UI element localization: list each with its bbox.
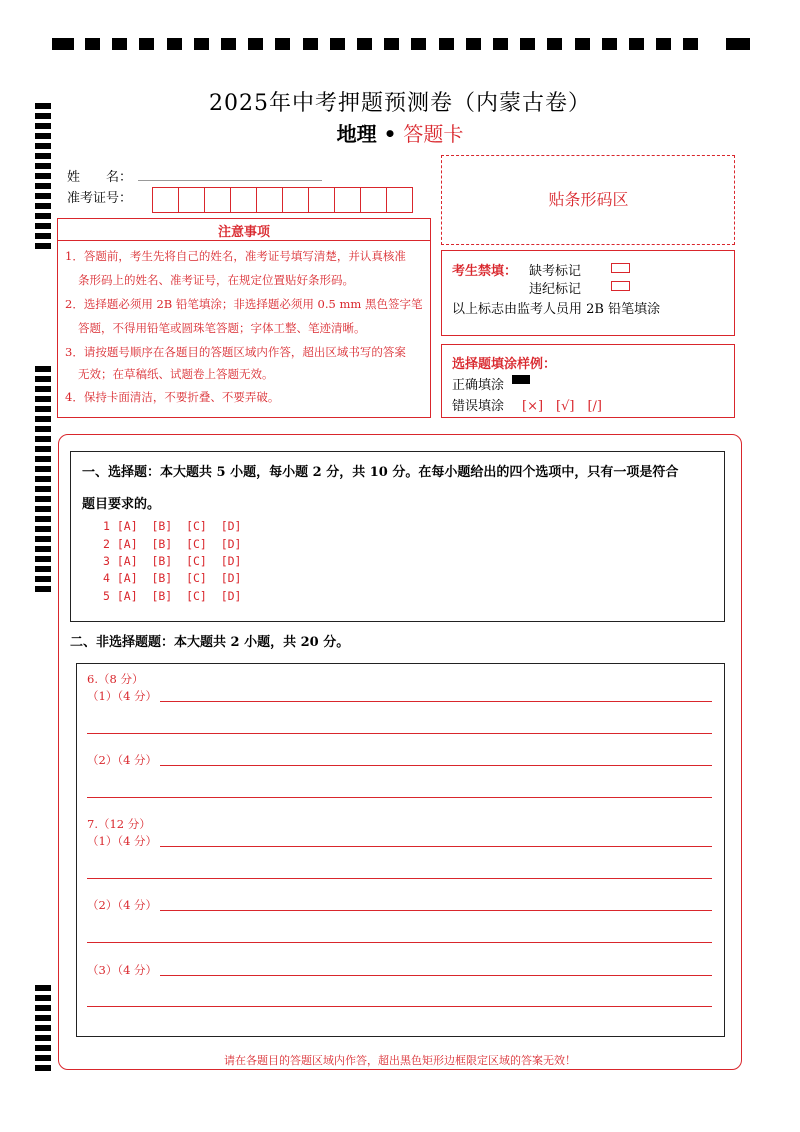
title-dot: • (383, 122, 397, 146)
timing-mark (575, 38, 590, 50)
timing-mark (466, 38, 481, 50)
footer-note: 请在各题目的答题区域内作答，超出黑色矩形边框限定区域的答案无效！ (224, 1054, 576, 1067)
notice-line: 答题，不得用铅笔或圆珠笔答题；字体工整、笔迹清晰。 (78, 321, 366, 335)
side-timing-mark (35, 153, 51, 159)
side-timing-mark (35, 426, 51, 432)
answer-line[interactable] (160, 846, 712, 847)
side-timing-mark (35, 1005, 51, 1011)
violation-mark-box[interactable] (611, 281, 630, 291)
timing-mark (221, 38, 236, 50)
mc-option-row[interactable]: 2 [A] [B] [C] [D] (103, 537, 242, 551)
timing-mark (112, 38, 127, 50)
mc-heading: 一、选择题：本大题共 5 小题，每小题 2 分，共 10 分。在每小题给出的四个选项中，只有一项是符合 (82, 465, 679, 480)
forbidden-label: 考生禁填： (452, 264, 518, 279)
side-timing-mark (35, 233, 51, 239)
correct-fill-label: 正确填涂 (452, 378, 505, 393)
exam-digit-box[interactable] (361, 188, 387, 212)
timing-mark (85, 38, 100, 50)
answer-line[interactable] (160, 910, 712, 911)
mc-option-row[interactable]: 4 [A] [B] [C] [D] (103, 571, 242, 585)
exam-number-boxes[interactable] (152, 187, 413, 213)
card-label: 答题卡 (403, 122, 464, 146)
side-timing-mark (35, 183, 51, 189)
timing-mark (726, 38, 750, 50)
answer-line[interactable] (160, 765, 712, 766)
page-subtitle (0, 118, 800, 147)
notice-line: 4．保持卡面清洁，不要折叠、不要弄破。 (65, 390, 280, 404)
mc-option-row[interactable]: 1 [A] [B] [C] [D] (103, 519, 242, 533)
side-timing-mark (35, 1025, 51, 1031)
answer-line[interactable] (87, 878, 712, 879)
answer-line[interactable] (160, 975, 712, 976)
timing-mark (275, 38, 290, 50)
mc-heading-cont: 题目要求的。 (82, 497, 161, 512)
side-timing-mark (35, 456, 51, 462)
timing-mark (411, 38, 426, 50)
side-timing-mark (35, 163, 51, 169)
question-7-3-label: （3）（4 分） (87, 963, 158, 977)
question-6-1-label: （1）（4 分） (87, 689, 158, 703)
side-timing-mark (35, 386, 51, 392)
exam-digit-box[interactable] (309, 188, 335, 212)
timing-mark (602, 38, 617, 50)
side-timing-mark (35, 995, 51, 1001)
side-timing-mark (35, 243, 51, 249)
notice-line: 无效；在草稿纸、试题卷上答题无效。 (78, 367, 274, 381)
correct-fill-mark (512, 375, 530, 384)
answer-line[interactable] (87, 942, 712, 943)
forbidden-note: 以上标志由监考人员用 2B 铅笔填涂 (452, 302, 661, 317)
side-timing-mark (35, 203, 51, 209)
mc-option-row[interactable]: 5 [A] [B] [C] [D] (103, 589, 242, 603)
notice-line: 2．选择题必须用 2B 铅笔填涂；非选择题必须用 0.5 mm 黑色签字笔 (65, 297, 423, 311)
question-7-2-label: （2）（4 分） (87, 898, 158, 912)
side-timing-mark (35, 1045, 51, 1051)
mc-option-row[interactable]: 3 [A] [B] [C] [D] (103, 554, 242, 568)
side-timing-mark (35, 416, 51, 422)
barcode-label: 贴条形码区 (548, 190, 629, 209)
side-timing-mark (35, 506, 51, 512)
wrong-fill-label: 错误填涂 (452, 399, 505, 414)
exam-digit-box[interactable] (153, 188, 179, 212)
timing-mark (439, 38, 454, 50)
side-timing-mark (35, 586, 51, 592)
timing-mark (629, 38, 644, 50)
timing-mark (52, 38, 74, 50)
side-timing-mark (35, 516, 51, 522)
absent-mark-label: 缺考标记 (529, 264, 582, 279)
name-field[interactable] (138, 180, 322, 181)
side-timing-mark (35, 466, 51, 472)
timing-mark (248, 38, 263, 50)
side-timing-mark (35, 1015, 51, 1021)
side-timing-mark (35, 223, 51, 229)
exam-digit-box[interactable] (205, 188, 231, 212)
timing-mark (493, 38, 508, 50)
subject-name: 地理 (336, 122, 377, 146)
side-timing-mark (35, 436, 51, 442)
side-timing-mark (35, 476, 51, 482)
side-timing-mark (35, 366, 51, 372)
timing-mark (520, 38, 535, 50)
answer-line[interactable] (87, 797, 712, 798)
question-7-1-label: （1）（4 分） (87, 834, 158, 848)
notice-title: 注意事项 (217, 225, 270, 240)
side-timing-mark (35, 193, 51, 199)
violation-mark-label: 违纪标记 (529, 282, 582, 297)
side-timing-mark (35, 496, 51, 502)
side-timing-mark (35, 556, 51, 562)
side-timing-mark (35, 566, 51, 572)
side-timing-mark (35, 546, 51, 552)
question-7-label: 7.（12 分） (87, 817, 151, 831)
side-timing-mark (35, 576, 51, 582)
timing-mark (683, 38, 698, 50)
side-timing-mark (35, 406, 51, 412)
exam-digit-box[interactable] (335, 188, 361, 212)
sample-title: 选择题填涂样例： (452, 357, 557, 372)
top-timing-marks (52, 38, 752, 52)
side-timing-mark (35, 1035, 51, 1041)
answer-line[interactable] (87, 1006, 712, 1007)
side-timing-mark (35, 376, 51, 382)
side-timing-mark (35, 985, 51, 991)
timing-mark (139, 38, 154, 50)
exam-digit-box[interactable] (257, 188, 283, 212)
timing-mark (167, 38, 182, 50)
timing-mark (357, 38, 372, 50)
exam-number-label: 准考证号： (67, 191, 133, 206)
answer-line[interactable] (160, 701, 712, 702)
side-timing-mark (35, 486, 51, 492)
side-timing-mark (35, 173, 51, 179)
side-timing-mark (35, 396, 51, 402)
timing-mark (547, 38, 562, 50)
page-title: 2025年中考押题预测卷（内蒙古卷） (209, 91, 591, 116)
side-timing-mark (35, 536, 51, 542)
notice-line: 1．答题前，考生先将自己的姓名，准考证号填写清楚，并认真核准 (65, 249, 406, 263)
timing-mark (330, 38, 345, 50)
exam-digit-box[interactable] (283, 188, 309, 212)
exam-digit-box[interactable] (179, 188, 205, 212)
exam-digit-box[interactable] (387, 188, 412, 212)
timing-mark (384, 38, 399, 50)
answer-line[interactable] (87, 733, 712, 734)
side-timing-mark (35, 526, 51, 532)
side-timing-mark (35, 446, 51, 452)
name-label: 姓 名： (67, 170, 133, 185)
question-6-2-label: （2）（4 分） (87, 753, 158, 767)
short-answer-box (76, 663, 725, 1037)
exam-digit-box[interactable] (231, 188, 257, 212)
timing-mark (656, 38, 671, 50)
wrong-fill-marks: [×] [√] [/] (522, 399, 602, 414)
question-6-label: 6.（8 分） (87, 672, 144, 686)
side-timing-mark (35, 213, 51, 219)
notice-line: 3．请按题号顺序在各题目的答题区域内作答，超出区域书写的答案 (65, 345, 406, 359)
timing-mark (194, 38, 209, 50)
notice-line: 条形码上的姓名、准考证号，在规定位置贴好条形码。 (78, 273, 354, 287)
non-mc-heading: 二、非选择题题：本大题共 2 小题，共 20 分。 (70, 635, 350, 650)
absent-mark-box[interactable] (611, 263, 630, 273)
timing-mark (303, 38, 318, 50)
